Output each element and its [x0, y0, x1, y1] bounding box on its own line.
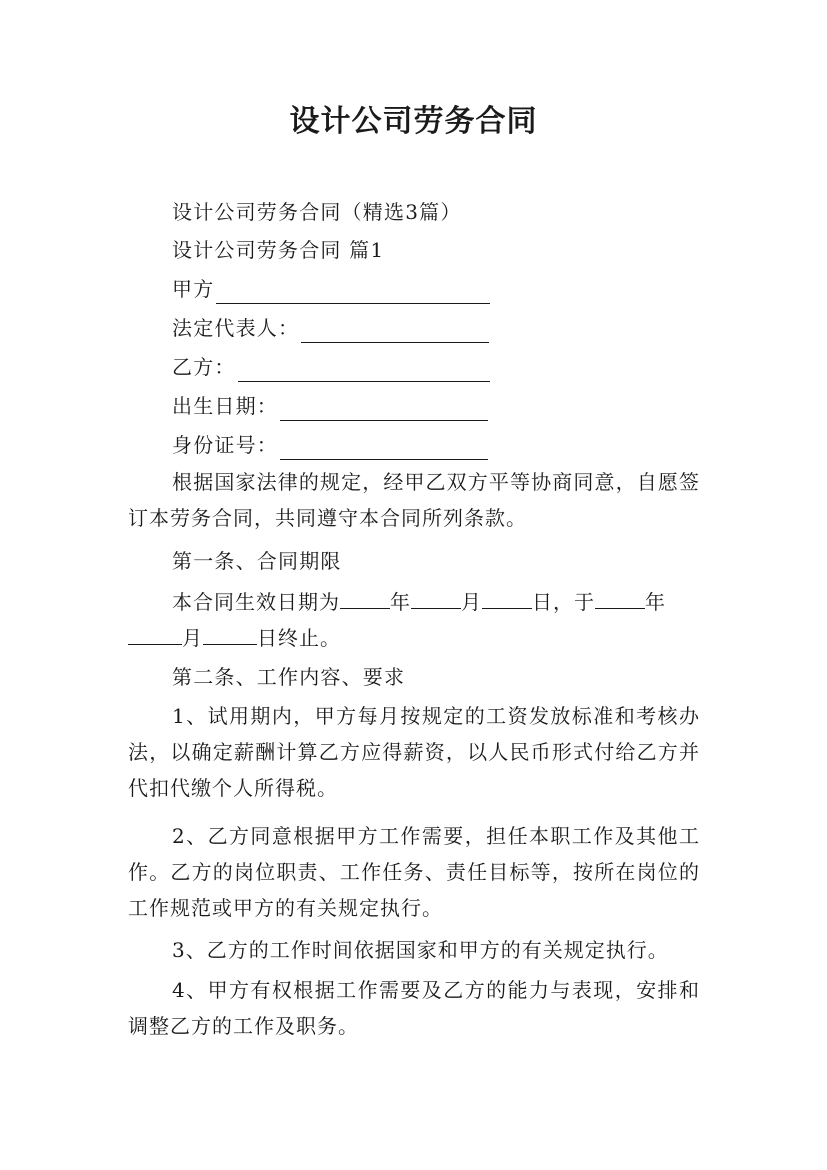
field-birth-date	[172, 387, 488, 425]
text: 日，于	[532, 590, 595, 614]
text: 年	[645, 590, 666, 614]
field-label: 乙方：	[172, 355, 236, 379]
article2-heading: 第二条、工作内容、要求	[172, 665, 406, 689]
article2-item-2	[128, 818, 700, 926]
fill-in-blank	[340, 584, 390, 609]
fill-in-blank	[238, 355, 490, 382]
article2-item-1	[128, 698, 700, 806]
field-label: 出生日期：	[172, 394, 278, 418]
fill-in-blank	[216, 277, 490, 304]
fill-in-blank	[128, 620, 182, 645]
fill-in-blank	[411, 584, 461, 609]
item-text: 2、乙方同意根据甲方工作需要，担任本职工作及其他工作。乙方的岗位职责、工作任务、责任目标等，按所在岗位的工作规范或甲方的有关规定执行。	[128, 824, 700, 920]
fill-in-blank	[280, 394, 488, 421]
field-label: 甲方	[172, 277, 215, 301]
fill-in-blank	[595, 584, 645, 609]
text: 月	[182, 626, 203, 650]
text: 月	[461, 590, 482, 614]
document-title: 设计公司劳务合同	[289, 104, 538, 139]
item-text: 1、试用期内，甲方每月按规定的工资发放标准和考核办法，以确定薪酬计算乙方应得薪资，以人民币形式付给乙方并代扣代缴个人所得税。	[128, 704, 700, 800]
intro-text: 根据国家法律的规定，经甲乙双方平等协商同意，自愿签订本劳务合同，共同遵守本合同所列条款。	[128, 470, 700, 530]
intro-paragraph	[128, 464, 700, 536]
fill-in-blank	[280, 433, 488, 460]
field-legal-representative	[172, 309, 489, 347]
fill-in-blank	[482, 584, 532, 609]
field-label: 法定代表人：	[172, 316, 300, 340]
fill-in-blank	[203, 620, 257, 645]
article1-heading: 第一条、合同期限	[172, 549, 342, 573]
field-id-number	[172, 426, 488, 464]
field-party-b	[172, 348, 490, 386]
article2-item-4	[128, 972, 700, 1044]
article1-paragraph	[128, 584, 700, 656]
item-text: 4、甲方有权根据工作需要及乙方的能力与表现，安排和调整乙方的工作及职务。	[128, 978, 700, 1038]
text: 本合同生效日期为	[172, 590, 340, 614]
field-label: 身份证号：	[172, 433, 278, 457]
text: 年	[390, 590, 411, 614]
section-heading: 设计公司劳务合同 篇1	[172, 238, 385, 262]
text: 日终止。	[257, 626, 341, 650]
document-subtitle: 设计公司劳务合同（精选3篇）	[172, 200, 462, 224]
article2-item-3	[128, 932, 700, 968]
item-text: 3、乙方的工作时间依据国家和甲方的有关规定执行。	[172, 938, 669, 962]
fill-in-blank	[301, 316, 489, 343]
field-party-a	[172, 270, 490, 308]
